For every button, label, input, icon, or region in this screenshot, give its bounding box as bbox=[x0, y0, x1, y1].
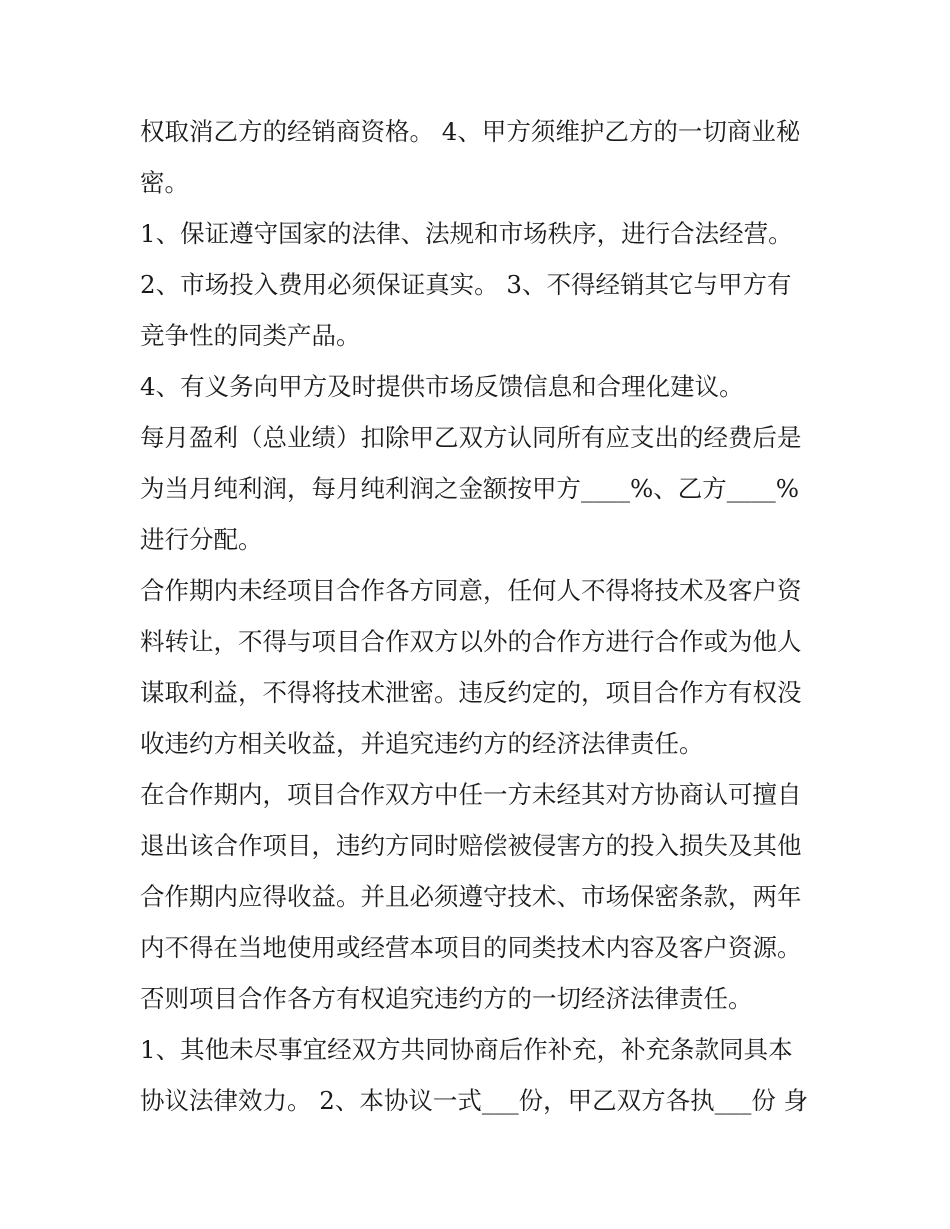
text-line: 1、其他未尽事宜经双方共同协商后作补充，补充条款同具本 bbox=[140, 1035, 793, 1064]
text-line: 否则项目合作各方有权追究违约方的一切经济法律责任。 bbox=[140, 984, 753, 1013]
text-line: 权取消乙方的经销商资格。 4、甲方须维护乙方的一切商业秘 bbox=[140, 117, 801, 146]
text-line: 收违约方相关收益，并追究违约方的经济法律责任。 bbox=[140, 729, 704, 758]
text-line: 为当月纯利润，每月纯利润之金额按甲方____%、乙方____% bbox=[140, 474, 800, 503]
text-line: 谋取利益，不得将技术泄密。违反约定的，项目合作方有权没 bbox=[140, 678, 802, 707]
text-line: 2、市场投入费用必须保证真实。 3、不得经销其它与甲方有 bbox=[140, 270, 792, 299]
text-line: 竞争性的同类产品。 bbox=[140, 321, 361, 350]
text-line: 密。 bbox=[140, 168, 189, 197]
text-line: 1、保证遵守国家的法律、法规和市场秩序，进行合法经营。 bbox=[140, 219, 793, 248]
text-line: 在合作期内，项目合作双方中任一方未经其对方协商认可擅自 bbox=[140, 780, 802, 809]
text-line: 料转让，不得与项目合作双方以外的合作方进行合作或为他人 bbox=[140, 627, 802, 656]
text-line: 内不得在当地使用或经营本项目的同类技术内容及客户资源。 bbox=[140, 933, 802, 962]
text-line: 4、有义务向甲方及时提供市场反馈信息和合理化建议。 bbox=[140, 372, 744, 401]
text-line: 合作期内应得收益。并且必须遵守技术、市场保密条款，两年 bbox=[140, 882, 802, 911]
text-line: 退出该合作项目，违约方同时赔偿被侵害方的投入损失及其他 bbox=[140, 831, 802, 860]
document-body bbox=[140, 106, 820, 1126]
text-line: 进行分配。 bbox=[140, 525, 263, 554]
text-line: 每月盈利（总业绩）扣除甲乙双方认同所有应支出的经费后是 bbox=[140, 423, 802, 452]
text-line: 合作期内未经项目合作各方同意，任何人不得将技术及客户资 bbox=[140, 576, 802, 605]
text-line: 协议法律效力。 2、本协议一式___份，甲乙双方各执___份 身 bbox=[140, 1086, 809, 1115]
